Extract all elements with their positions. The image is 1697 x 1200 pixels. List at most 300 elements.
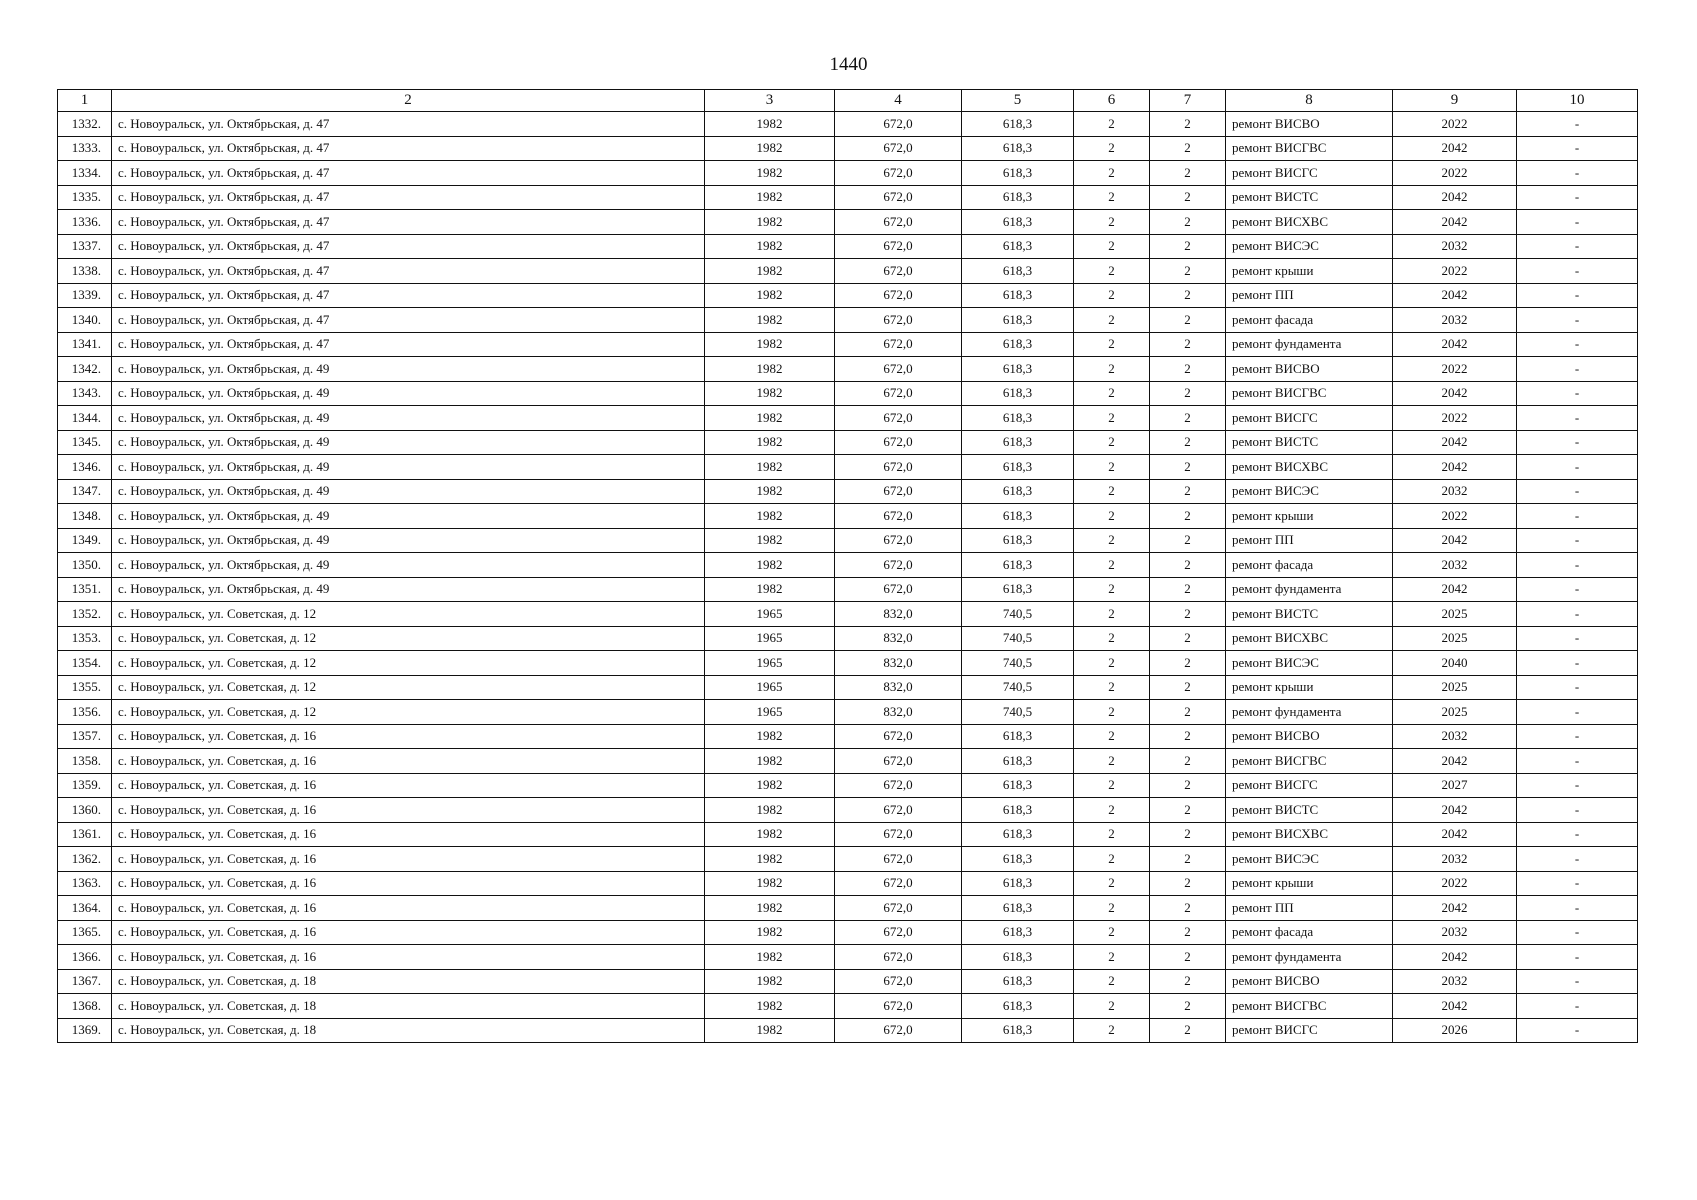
table-row bbox=[58, 798, 1638, 823]
cell-year-built: 1982 bbox=[705, 504, 835, 529]
cell-planned-year: 2032 bbox=[1393, 969, 1517, 994]
cell-row-number: 1355. bbox=[58, 675, 112, 700]
cell-living-area: 618,3 bbox=[962, 577, 1074, 602]
cell-entrances: 2 bbox=[1150, 871, 1226, 896]
cell-floors: 2 bbox=[1074, 847, 1150, 872]
cell-year-built: 1965 bbox=[705, 651, 835, 676]
cell-row-number: 1341. bbox=[58, 332, 112, 357]
cell-planned-year: 2042 bbox=[1393, 896, 1517, 921]
cell-entrances: 2 bbox=[1150, 528, 1226, 553]
cell-row-number: 1343. bbox=[58, 381, 112, 406]
cell-planned-year: 2042 bbox=[1393, 332, 1517, 357]
table-row bbox=[58, 210, 1638, 235]
cell-living-area: 618,3 bbox=[962, 896, 1074, 921]
cell-year-built: 1982 bbox=[705, 332, 835, 357]
cell-work-type: ремонт ПП bbox=[1226, 896, 1393, 921]
cell-total-area: 672,0 bbox=[835, 577, 962, 602]
cell-floors: 2 bbox=[1074, 479, 1150, 504]
cell-work-type: ремонт фундамента bbox=[1226, 945, 1393, 970]
cell-cost: - bbox=[1517, 700, 1638, 725]
cell-floors: 2 bbox=[1074, 651, 1150, 676]
cell-address: с. Новоуральск, ул. Октябрьская, д. 49 bbox=[112, 430, 705, 455]
cell-total-area: 672,0 bbox=[835, 357, 962, 382]
cell-cost: - bbox=[1517, 675, 1638, 700]
cell-work-type: ремонт ВИСТС bbox=[1226, 798, 1393, 823]
cell-living-area: 740,5 bbox=[962, 675, 1074, 700]
cell-floors: 2 bbox=[1074, 773, 1150, 798]
cell-planned-year: 2040 bbox=[1393, 651, 1517, 676]
column-header-1: 1 bbox=[58, 90, 112, 112]
cell-living-area: 618,3 bbox=[962, 161, 1074, 186]
cell-cost: - bbox=[1517, 161, 1638, 186]
cell-row-number: 1349. bbox=[58, 528, 112, 553]
table-header bbox=[58, 90, 1638, 112]
cell-address: с. Новоуральск, ул. Октябрьская, д. 47 bbox=[112, 185, 705, 210]
cell-work-type: ремонт ВИСХВС bbox=[1226, 822, 1393, 847]
table-row bbox=[58, 283, 1638, 308]
cell-row-number: 1344. bbox=[58, 406, 112, 431]
cell-address: с. Новоуральск, ул. Октябрьская, д. 47 bbox=[112, 136, 705, 161]
cell-planned-year: 2042 bbox=[1393, 455, 1517, 480]
cell-entrances: 2 bbox=[1150, 234, 1226, 259]
cell-total-area: 672,0 bbox=[835, 136, 962, 161]
cell-work-type: ремонт ВИСВО bbox=[1226, 112, 1393, 137]
cell-year-built: 1982 bbox=[705, 773, 835, 798]
cell-year-built: 1982 bbox=[705, 406, 835, 431]
cell-floors: 2 bbox=[1074, 626, 1150, 651]
cell-year-built: 1982 bbox=[705, 210, 835, 235]
column-header-2: 2 bbox=[112, 90, 705, 112]
cell-row-number: 1352. bbox=[58, 602, 112, 627]
cell-address: с. Новоуральск, ул. Советская, д. 16 bbox=[112, 945, 705, 970]
cell-living-area: 618,3 bbox=[962, 136, 1074, 161]
cell-work-type: ремонт ВИСГС bbox=[1226, 161, 1393, 186]
cell-address: с. Новоуральск, ул. Октябрьская, д. 47 bbox=[112, 210, 705, 235]
cell-work-type: ремонт фундамента bbox=[1226, 700, 1393, 725]
cell-entrances: 2 bbox=[1150, 626, 1226, 651]
cell-total-area: 672,0 bbox=[835, 945, 962, 970]
cell-planned-year: 2025 bbox=[1393, 626, 1517, 651]
cell-work-type: ремонт ВИСГВС bbox=[1226, 136, 1393, 161]
cell-living-area: 618,3 bbox=[962, 945, 1074, 970]
cell-cost: - bbox=[1517, 332, 1638, 357]
cell-living-area: 618,3 bbox=[962, 430, 1074, 455]
cell-row-number: 1356. bbox=[58, 700, 112, 725]
cell-work-type: ремонт крыши bbox=[1226, 259, 1393, 284]
cell-year-built: 1965 bbox=[705, 602, 835, 627]
cell-entrances: 2 bbox=[1150, 724, 1226, 749]
table-row bbox=[58, 528, 1638, 553]
cell-cost: - bbox=[1517, 455, 1638, 480]
table-row bbox=[58, 577, 1638, 602]
cell-floors: 2 bbox=[1074, 553, 1150, 578]
table-row bbox=[58, 357, 1638, 382]
cell-row-number: 1336. bbox=[58, 210, 112, 235]
cell-work-type: ремонт ВИСГС bbox=[1226, 773, 1393, 798]
cell-cost: - bbox=[1517, 577, 1638, 602]
cell-address: с. Новоуральск, ул. Советская, д. 16 bbox=[112, 749, 705, 774]
cell-work-type: ремонт ВИСЭС bbox=[1226, 234, 1393, 259]
cell-year-built: 1982 bbox=[705, 969, 835, 994]
cell-row-number: 1368. bbox=[58, 994, 112, 1019]
cell-entrances: 2 bbox=[1150, 259, 1226, 284]
column-header-4: 4 bbox=[835, 90, 962, 112]
cell-entrances: 2 bbox=[1150, 675, 1226, 700]
cell-work-type: ремонт ВИСВО bbox=[1226, 724, 1393, 749]
cell-year-built: 1982 bbox=[705, 1018, 835, 1043]
cell-work-type: ремонт фасада bbox=[1226, 308, 1393, 333]
cell-floors: 2 bbox=[1074, 749, 1150, 774]
cell-address: с. Новоуральск, ул. Октябрьская, д. 47 bbox=[112, 234, 705, 259]
table-row bbox=[58, 553, 1638, 578]
cell-total-area: 672,0 bbox=[835, 308, 962, 333]
cell-floors: 2 bbox=[1074, 969, 1150, 994]
cell-total-area: 672,0 bbox=[835, 332, 962, 357]
cell-row-number: 1337. bbox=[58, 234, 112, 259]
cell-floors: 2 bbox=[1074, 283, 1150, 308]
cell-cost: - bbox=[1517, 210, 1638, 235]
cell-row-number: 1339. bbox=[58, 283, 112, 308]
page-number: 1440 bbox=[829, 54, 868, 75]
cell-floors: 2 bbox=[1074, 332, 1150, 357]
cell-row-number: 1359. bbox=[58, 773, 112, 798]
cell-year-built: 1982 bbox=[705, 749, 835, 774]
cell-address: с. Новоуральск, ул. Октябрьская, д. 49 bbox=[112, 577, 705, 602]
cell-floors: 2 bbox=[1074, 724, 1150, 749]
cell-total-area: 672,0 bbox=[835, 210, 962, 235]
cell-row-number: 1332. bbox=[58, 112, 112, 137]
cell-floors: 2 bbox=[1074, 161, 1150, 186]
cell-cost: - bbox=[1517, 406, 1638, 431]
cell-entrances: 2 bbox=[1150, 920, 1226, 945]
cell-floors: 2 bbox=[1074, 1018, 1150, 1043]
cell-floors: 2 bbox=[1074, 798, 1150, 823]
cell-living-area: 618,3 bbox=[962, 210, 1074, 235]
cell-work-type: ремонт ВИСВО bbox=[1226, 357, 1393, 382]
cell-planned-year: 2042 bbox=[1393, 994, 1517, 1019]
cell-entrances: 2 bbox=[1150, 430, 1226, 455]
table-row bbox=[58, 847, 1638, 872]
cell-address: с. Новоуральск, ул. Советская, д. 16 bbox=[112, 920, 705, 945]
cell-living-area: 618,3 bbox=[962, 283, 1074, 308]
cell-living-area: 618,3 bbox=[962, 357, 1074, 382]
table-row bbox=[58, 455, 1638, 480]
cell-address: с. Новоуральск, ул. Советская, д. 12 bbox=[112, 626, 705, 651]
cell-row-number: 1342. bbox=[58, 357, 112, 382]
cell-cost: - bbox=[1517, 528, 1638, 553]
column-header-8: 8 bbox=[1226, 90, 1393, 112]
cell-total-area: 672,0 bbox=[835, 259, 962, 284]
cell-entrances: 2 bbox=[1150, 577, 1226, 602]
table-row bbox=[58, 308, 1638, 333]
cell-total-area: 672,0 bbox=[835, 185, 962, 210]
cell-living-area: 618,3 bbox=[962, 920, 1074, 945]
cell-floors: 2 bbox=[1074, 185, 1150, 210]
cell-planned-year: 2022 bbox=[1393, 871, 1517, 896]
cell-floors: 2 bbox=[1074, 381, 1150, 406]
cell-work-type: ремонт ВИСТС bbox=[1226, 430, 1393, 455]
cell-work-type: ремонт ВИСЭС bbox=[1226, 847, 1393, 872]
cell-living-area: 618,3 bbox=[962, 528, 1074, 553]
cell-row-number: 1338. bbox=[58, 259, 112, 284]
cell-address: с. Новоуральск, ул. Октябрьская, д. 47 bbox=[112, 112, 705, 137]
cell-living-area: 740,5 bbox=[962, 651, 1074, 676]
cell-address: с. Новоуральск, ул. Октябрьская, д. 49 bbox=[112, 455, 705, 480]
cell-entrances: 2 bbox=[1150, 896, 1226, 921]
cell-year-built: 1982 bbox=[705, 945, 835, 970]
cell-year-built: 1982 bbox=[705, 259, 835, 284]
column-header-10: 10 bbox=[1517, 90, 1638, 112]
cell-living-area: 618,3 bbox=[962, 847, 1074, 872]
cell-entrances: 2 bbox=[1150, 136, 1226, 161]
cell-total-area: 672,0 bbox=[835, 553, 962, 578]
cell-floors: 2 bbox=[1074, 406, 1150, 431]
cell-year-built: 1982 bbox=[705, 822, 835, 847]
cell-entrances: 2 bbox=[1150, 602, 1226, 627]
table-row bbox=[58, 626, 1638, 651]
cell-total-area: 672,0 bbox=[835, 1018, 962, 1043]
cell-year-built: 1982 bbox=[705, 161, 835, 186]
column-header-6: 6 bbox=[1074, 90, 1150, 112]
cell-total-area: 672,0 bbox=[835, 406, 962, 431]
table-row bbox=[58, 381, 1638, 406]
table-row bbox=[58, 479, 1638, 504]
table-row bbox=[58, 112, 1638, 137]
cell-living-area: 618,3 bbox=[962, 234, 1074, 259]
cell-row-number: 1334. bbox=[58, 161, 112, 186]
table-row bbox=[58, 896, 1638, 921]
cell-entrances: 2 bbox=[1150, 357, 1226, 382]
table-row bbox=[58, 749, 1638, 774]
cell-cost: - bbox=[1517, 381, 1638, 406]
table-row bbox=[58, 871, 1638, 896]
cell-living-area: 618,3 bbox=[962, 185, 1074, 210]
cell-floors: 2 bbox=[1074, 308, 1150, 333]
cell-entrances: 2 bbox=[1150, 479, 1226, 504]
cell-living-area: 740,5 bbox=[962, 602, 1074, 627]
cell-year-built: 1982 bbox=[705, 357, 835, 382]
cell-cost: - bbox=[1517, 969, 1638, 994]
table-row bbox=[58, 504, 1638, 529]
cell-living-area: 618,3 bbox=[962, 112, 1074, 137]
cell-address: с. Новоуральск, ул. Октябрьская, д. 47 bbox=[112, 332, 705, 357]
cell-entrances: 2 bbox=[1150, 773, 1226, 798]
cell-planned-year: 2025 bbox=[1393, 675, 1517, 700]
table-row bbox=[58, 1018, 1638, 1043]
cell-work-type: ремонт ВИСГС bbox=[1226, 1018, 1393, 1043]
cell-address: с. Новоуральск, ул. Октябрьская, д. 49 bbox=[112, 528, 705, 553]
cell-planned-year: 2032 bbox=[1393, 234, 1517, 259]
cell-floors: 2 bbox=[1074, 871, 1150, 896]
table-row bbox=[58, 430, 1638, 455]
cell-entrances: 2 bbox=[1150, 651, 1226, 676]
cell-row-number: 1358. bbox=[58, 749, 112, 774]
cell-cost: - bbox=[1517, 283, 1638, 308]
cell-total-area: 672,0 bbox=[835, 724, 962, 749]
cell-total-area: 832,0 bbox=[835, 651, 962, 676]
cell-planned-year: 2022 bbox=[1393, 504, 1517, 529]
cell-work-type: ремонт ВИСХВС bbox=[1226, 210, 1393, 235]
cell-year-built: 1982 bbox=[705, 896, 835, 921]
cell-planned-year: 2042 bbox=[1393, 528, 1517, 553]
cell-entrances: 2 bbox=[1150, 945, 1226, 970]
cell-living-area: 618,3 bbox=[962, 822, 1074, 847]
cell-year-built: 1965 bbox=[705, 700, 835, 725]
cell-address: с. Новоуральск, ул. Советская, д. 12 bbox=[112, 675, 705, 700]
cell-total-area: 672,0 bbox=[835, 455, 962, 480]
cell-planned-year: 2027 bbox=[1393, 773, 1517, 798]
cell-year-built: 1982 bbox=[705, 528, 835, 553]
repair-schedule-table bbox=[57, 89, 1638, 1043]
cell-total-area: 672,0 bbox=[835, 822, 962, 847]
cell-cost: - bbox=[1517, 822, 1638, 847]
cell-living-area: 618,3 bbox=[962, 308, 1074, 333]
cell-work-type: ремонт крыши bbox=[1226, 675, 1393, 700]
cell-year-built: 1982 bbox=[705, 112, 835, 137]
cell-address: с. Новоуральск, ул. Советская, д. 16 bbox=[112, 896, 705, 921]
cell-floors: 2 bbox=[1074, 504, 1150, 529]
cell-planned-year: 2032 bbox=[1393, 553, 1517, 578]
cell-total-area: 672,0 bbox=[835, 430, 962, 455]
cell-planned-year: 2042 bbox=[1393, 749, 1517, 774]
cell-total-area: 672,0 bbox=[835, 920, 962, 945]
cell-year-built: 1982 bbox=[705, 234, 835, 259]
cell-living-area: 618,3 bbox=[962, 969, 1074, 994]
cell-row-number: 1335. bbox=[58, 185, 112, 210]
cell-entrances: 2 bbox=[1150, 308, 1226, 333]
cell-total-area: 832,0 bbox=[835, 626, 962, 651]
cell-work-type: ремонт ВИСЭС bbox=[1226, 651, 1393, 676]
cell-cost: - bbox=[1517, 553, 1638, 578]
cell-entrances: 2 bbox=[1150, 112, 1226, 137]
cell-address: с. Новоуральск, ул. Октябрьская, д. 49 bbox=[112, 504, 705, 529]
cell-cost: - bbox=[1517, 994, 1638, 1019]
cell-address: с. Новоуральск, ул. Советская, д. 16 bbox=[112, 798, 705, 823]
cell-row-number: 1346. bbox=[58, 455, 112, 480]
cell-address: с. Новоуральск, ул. Октябрьская, д. 49 bbox=[112, 553, 705, 578]
cell-floors: 2 bbox=[1074, 136, 1150, 161]
cell-floors: 2 bbox=[1074, 234, 1150, 259]
cell-total-area: 672,0 bbox=[835, 773, 962, 798]
column-header-3: 3 bbox=[705, 90, 835, 112]
table-row bbox=[58, 234, 1638, 259]
cell-floors: 2 bbox=[1074, 994, 1150, 1019]
cell-year-built: 1982 bbox=[705, 847, 835, 872]
cell-planned-year: 2025 bbox=[1393, 700, 1517, 725]
cell-living-area: 618,3 bbox=[962, 798, 1074, 823]
header-row bbox=[58, 90, 1638, 112]
table-row bbox=[58, 675, 1638, 700]
cell-total-area: 672,0 bbox=[835, 896, 962, 921]
cell-year-built: 1982 bbox=[705, 455, 835, 480]
cell-planned-year: 2032 bbox=[1393, 479, 1517, 504]
cell-address: с. Новоуральск, ул. Советская, д. 12 bbox=[112, 602, 705, 627]
cell-floors: 2 bbox=[1074, 528, 1150, 553]
cell-row-number: 1348. bbox=[58, 504, 112, 529]
cell-total-area: 672,0 bbox=[835, 871, 962, 896]
table-row bbox=[58, 332, 1638, 357]
cell-work-type: ремонт ВИСТС bbox=[1226, 185, 1393, 210]
cell-work-type: ремонт крыши bbox=[1226, 504, 1393, 529]
cell-year-built: 1982 bbox=[705, 381, 835, 406]
cell-entrances: 2 bbox=[1150, 406, 1226, 431]
cell-year-built: 1982 bbox=[705, 308, 835, 333]
cell-planned-year: 2042 bbox=[1393, 430, 1517, 455]
cell-address: с. Новоуральск, ул. Советская, д. 16 bbox=[112, 822, 705, 847]
table-row bbox=[58, 969, 1638, 994]
cell-entrances: 2 bbox=[1150, 749, 1226, 774]
cell-work-type: ремонт ПП bbox=[1226, 528, 1393, 553]
cell-living-area: 740,5 bbox=[962, 700, 1074, 725]
table-row bbox=[58, 406, 1638, 431]
cell-work-type: ремонт ВИСГВС bbox=[1226, 749, 1393, 774]
cell-year-built: 1982 bbox=[705, 994, 835, 1019]
cell-cost: - bbox=[1517, 920, 1638, 945]
cell-entrances: 2 bbox=[1150, 381, 1226, 406]
cell-planned-year: 2042 bbox=[1393, 822, 1517, 847]
cell-planned-year: 2022 bbox=[1393, 259, 1517, 284]
cell-cost: - bbox=[1517, 798, 1638, 823]
table-row bbox=[58, 724, 1638, 749]
cell-planned-year: 2022 bbox=[1393, 406, 1517, 431]
table-row bbox=[58, 822, 1638, 847]
cell-entrances: 2 bbox=[1150, 332, 1226, 357]
cell-entrances: 2 bbox=[1150, 185, 1226, 210]
table-row bbox=[58, 994, 1638, 1019]
table-row bbox=[58, 136, 1638, 161]
cell-entrances: 2 bbox=[1150, 210, 1226, 235]
cell-cost: - bbox=[1517, 357, 1638, 382]
cell-planned-year: 2042 bbox=[1393, 185, 1517, 210]
cell-work-type: ремонт ВИСГС bbox=[1226, 406, 1393, 431]
cell-total-area: 672,0 bbox=[835, 994, 962, 1019]
cell-row-number: 1360. bbox=[58, 798, 112, 823]
cell-cost: - bbox=[1517, 504, 1638, 529]
table-row bbox=[58, 651, 1638, 676]
column-header-5: 5 bbox=[962, 90, 1074, 112]
cell-address: с. Новоуральск, ул. Октябрьская, д. 49 bbox=[112, 406, 705, 431]
cell-row-number: 1351. bbox=[58, 577, 112, 602]
cell-cost: - bbox=[1517, 1018, 1638, 1043]
cell-year-built: 1982 bbox=[705, 798, 835, 823]
cell-work-type: ремонт ВИСХВС bbox=[1226, 455, 1393, 480]
cell-cost: - bbox=[1517, 896, 1638, 921]
cell-address: с. Новоуральск, ул. Октябрьская, д. 49 bbox=[112, 381, 705, 406]
cell-cost: - bbox=[1517, 871, 1638, 896]
cell-living-area: 618,3 bbox=[962, 749, 1074, 774]
cell-entrances: 2 bbox=[1150, 504, 1226, 529]
cell-entrances: 2 bbox=[1150, 847, 1226, 872]
cell-year-built: 1965 bbox=[705, 675, 835, 700]
cell-year-built: 1982 bbox=[705, 479, 835, 504]
cell-planned-year: 2042 bbox=[1393, 798, 1517, 823]
cell-living-area: 618,3 bbox=[962, 773, 1074, 798]
table-row bbox=[58, 259, 1638, 284]
cell-total-area: 672,0 bbox=[835, 749, 962, 774]
cell-total-area: 672,0 bbox=[835, 528, 962, 553]
cell-cost: - bbox=[1517, 185, 1638, 210]
cell-living-area: 618,3 bbox=[962, 381, 1074, 406]
cell-cost: - bbox=[1517, 479, 1638, 504]
cell-cost: - bbox=[1517, 430, 1638, 455]
cell-cost: - bbox=[1517, 626, 1638, 651]
cell-entrances: 2 bbox=[1150, 455, 1226, 480]
cell-planned-year: 2032 bbox=[1393, 920, 1517, 945]
cell-total-area: 672,0 bbox=[835, 112, 962, 137]
cell-work-type: ремонт фасада bbox=[1226, 553, 1393, 578]
cell-row-number: 1369. bbox=[58, 1018, 112, 1043]
cell-row-number: 1367. bbox=[58, 969, 112, 994]
